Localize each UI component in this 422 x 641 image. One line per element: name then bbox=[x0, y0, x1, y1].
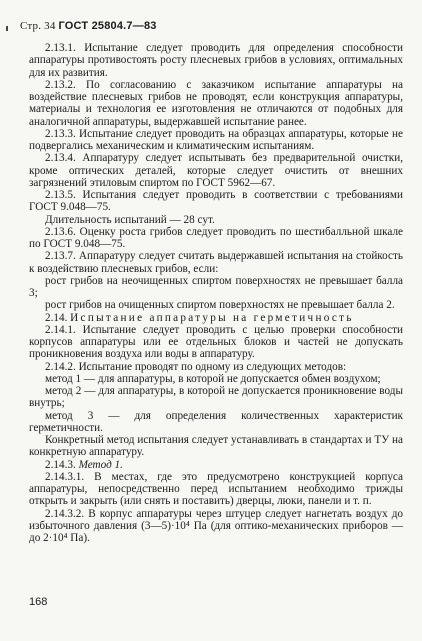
header-page-ref: Стр. 34 bbox=[20, 20, 56, 32]
page-number: 168 bbox=[29, 596, 48, 608]
paragraph-2-14-2: 2.14.2. Испытание проводят по одному из следующих методов: bbox=[45, 360, 347, 373]
paragraph-2-13-7: 2.13.7. Аппаратуру следует считать выдержавшей испытания на стойкость к воздействию плесневых грибов, если: bbox=[29, 250, 403, 275]
paragraph-2-13-2: 2.13.2. По согласованию с заказчиком испытание аппаратуры на воздействие плесневых грибов не проводят, если конструкция аппаратуры, материалы и технология ее изготовления не отличаются от подобных для аналогичной аппаратуры, выдержавшей испытание ранее. bbox=[29, 78, 403, 128]
paragraph-specific-method: Конкретный метод испытания следует устанавливать в стандартах и ТУ на конкретную аппаратуру. bbox=[29, 434, 403, 459]
section-number: 2.14. bbox=[45, 311, 68, 324]
section-title: Испытание аппаратуры на герметичность bbox=[70, 311, 354, 324]
section-heading-2-14 bbox=[29, 312, 403, 324]
paragraph-2-13-1: 2.13.1. Испытание следует проводить для определения способности аппаратуры противостоять росту плесневых грибов в условиях, оптимальных для их развития. bbox=[29, 42, 403, 79]
margin-mark bbox=[6, 26, 8, 31]
paragraph-growth-uncleaned: рост грибов на неочищенных спиртом поверхностях не превышает балла 3; bbox=[29, 274, 403, 299]
paragraph-2-14-3-1: 2.14.3.1. В местах, где это предусмотрено конструкцией корпуса аппаратуры, непосредственно перед испытанием необходимо трижды открыть и закрыть (или снять и поставить) дверцы, люки, панели и т. п. bbox=[29, 470, 403, 508]
paragraph-2-13-5: 2.13.5. Испытания следует проводить в соответствии с требованиями ГОСТ 9.048—75. bbox=[29, 189, 403, 214]
paragraph-method-2: метод 2 — для аппаратуры, в которой не допускается проникновение воды внутрь; bbox=[29, 385, 403, 410]
paragraph-growth-cleaned: рост грибов на очищенных спиртом поверхностях не превышает балла 2. bbox=[45, 299, 395, 312]
paragraph-2-14-3-2: 2.14.3.2. В корпус аппаратуры через штуцер следует нагнетать воздух до избыточного давления (3—5)·10⁴ Па (для оптико-механических приборов — до 2·10⁴ Па). bbox=[29, 507, 403, 544]
subsection-number: 2.14.3. bbox=[45, 458, 76, 471]
paragraph-method-3: метод 3 — для определения количественных характеристик герметичности. bbox=[29, 409, 403, 434]
subsection-title: Метод 1. bbox=[78, 458, 123, 471]
subsection-heading-2-14-3 bbox=[29, 459, 403, 471]
paragraph-2-13-6: 2.13.6. Оценку роста грибов следует проводить по шестибалльной шкале по ГОСТ 9.048—75. bbox=[29, 225, 403, 250]
document-body bbox=[29, 42, 403, 544]
paragraph-duration: Длительность испытаний — 28 сут. bbox=[45, 213, 215, 226]
paragraph-2-13-4: 2.13.4. Аппаратуру следует испытывать без предварительной очистки, кроме оптических деталей, которые следует очистить от внешних загрязнений этиловым спиртом по ГОСТ 5962—67. bbox=[29, 152, 403, 189]
paragraph-method-1: метод 1 — для аппаратуры, в которой не допускается обмен воздухом; bbox=[45, 372, 381, 385]
page-header bbox=[20, 20, 157, 32]
paragraph-2-14-1: 2.14.1. Испытание следует проводить с целью проверки способности корпусов аппаратуры или ее отдельных блоков и частей не допускать проникновения воздуха или воды в аппаратуру. bbox=[29, 323, 403, 361]
paragraph-2-13-3: 2.13.3. Испытание следует проводить на образцах аппаратуры, которые не подвергались механическим и климатическим испытаниям. bbox=[29, 127, 403, 152]
header-standard: ГОСТ 25804.7—83 bbox=[58, 20, 157, 32]
